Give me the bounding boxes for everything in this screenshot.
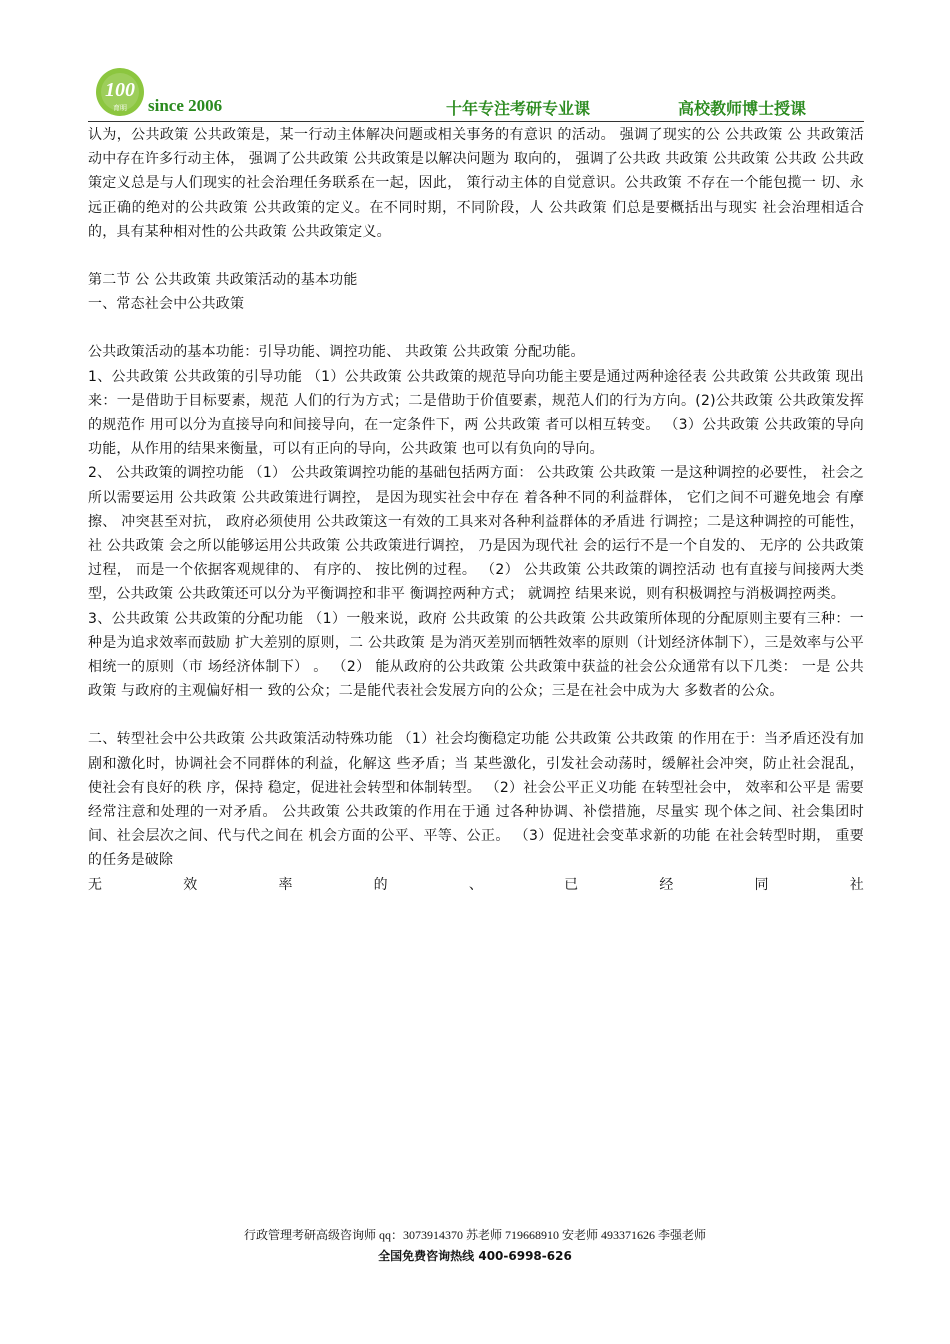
subsection-title: 一、常态社会中公共政策 xyxy=(88,296,245,313)
paragraph-distribution-function: 3、公共政策 公共政策的分配功能 （1）一般来说，政府 公共政策 的公共政策 公共政策所体现的分配原则主要有三种：一种是为追求效率而鼓励 扩大差别的原则，二 公共政策 是为消灭差别而牺牲效率的原则（计划经济体制下），三是效率与公平 相统一的原则（市 场经济体制下） 。 （2） 能从政府的公共政策 公共政策中获益的社会公众通常有以下几类： 一是 公共政策 与政府的主观偏好相一 致的公众；二是能代表社会发展方向的公众；三是在社会中成为大 多数者的公众。 xyxy=(88,610,864,700)
slogan-right: 高校教师博士授课 xyxy=(678,99,807,118)
section-title: 第二节 公 公共政策 共政策活动的基本功能 xyxy=(88,272,358,289)
char: 率 xyxy=(278,876,293,893)
document-body xyxy=(88,123,864,897)
since-label: since 2006 xyxy=(148,96,223,115)
slogan-left: 十年专注考研专业课 xyxy=(446,99,591,118)
paragraph-definition: 认为，公共政策 公共政策是，某一行动主体解决问题或相关事务的有意识 的活动。 强调了现实的公 公共政策 公 共政策活动中存在许多行动主体， 强调了公共政策 公共政策是以解决问题为 取向的， 强调了公共政 共政策 公共政策 公共政 公共政策定义总是与人们现实的社会治理任务联系在一起，因此， 策行动主体的自觉意识。公共政策 不存在一个能包揽一 切、永远正确的绝对的公共政策 公共政策的定义。在不同时期，不同阶段，人 公共政策 们总是要概括出与现实 社会治理相适合的，具有某种相对性的公共政策 公共政策定义。 xyxy=(88,127,864,240)
brand-logo-icon xyxy=(94,66,146,118)
footer-contacts: 行政管理考研高级咨询师 qq：3073914370 苏老师 719668910 安老师 493371626 李强老师 xyxy=(243,1228,706,1242)
paragraph-intro: 公共政策活动的基本功能：引导功能、调控功能、 共政策 公共政策 分配功能。 xyxy=(88,344,585,361)
char: 的 xyxy=(373,876,388,893)
char: 社 xyxy=(849,876,864,893)
char: 、 xyxy=(468,876,484,893)
char: 效 xyxy=(183,876,198,893)
paragraph-transition-society: 二、转型社会中公共政策 公共政策活动特殊功能 （1）社会均衡稳定功能 公共政策 公共政策 的作用在于：当矛盾还没有加剧和激化时，协调社会不同群体的利益，化解这 些矛盾；当 某些激化，引发社会动荡时，缓解社会冲突，防止社会混乱，使社会有良好的秩 序，保持 稳定，促进社会转型和体制转型。 （2）社会公平正义功能 在转型社会中， 效率和公平是 需要经常注意和处理的一对矛盾。 公共政策 公共政策的作用在于通 过各种协调、补偿措施，尽量实 现个体之间、社会集团时间、社会层次之间、代与代之间在 机会方面的公平、平等、公正。 （3）促进社会变革求新的功能 在社会转型时期， 重要的任务是破除 xyxy=(88,731,864,869)
footer-hotline: 全国免费咨询热线 400-6998-626 xyxy=(378,1249,572,1263)
char: 已 xyxy=(564,876,579,893)
logo-sub: 育明 xyxy=(113,104,127,112)
char: 经 xyxy=(659,876,674,893)
char: 无 xyxy=(88,876,103,893)
paragraph-regulating-function: 2、 公共政策的调控功能 （1） 公共政策调控功能的基础包括两方面： 公共政策 公共政策 一是这种调控的必要性， 社会之所以需要运用 公共政策 公共政策进行调控， 是因为现实社会中存在 着各种不同的利益群体， 它们之间不可避免地会 有摩擦、 冲突甚至对抗， 政府必须使用 公共政策这一有效的工具来对各种利益群体的矛盾进 行调控；二是这种调控的可能性，社 公共政策 会之所以能够运用公共政策 公共政策进行调控， 乃是因为现代社 会的运行不是一个自发的、 无序的 公共政策 过程， 而是一个依据客观规律的、 有序的、 按比例的过程。 （2） 公共政策 公共政策的调控活动 也有直接与间接两大类型，公共政策 公共政策还可以分为平衡调控和非平 衡调控两种方式； 就调控 结果来说，则有积极调控与消极调控两类。 xyxy=(88,465,864,603)
header-divider xyxy=(88,121,864,122)
char: 同 xyxy=(754,876,769,893)
page-header xyxy=(88,62,868,122)
logo-number: 100 xyxy=(105,79,135,101)
paragraph-guiding-function: 1、公共政策 公共政策的引导功能 （1）公共政策 公共政策的规范导向功能主要是通过两种途径表 公共政策 公共政策 现出来：一是借助于目标要素，规范 人们的行为方式；二是借助于价值要素，规范人们的行为方向。(2)公共政策 公共政策发挥的规范作 用可以分为直接导向和间接导向，在一定条件下，两 公共政策 者可以相互转变。 （3）公共政策 公共政策的导向 功能，从作用的结果来衡量，可以有正向的导向，公共政策 也可以有负向的导向。 xyxy=(88,368,864,458)
justified-last-line xyxy=(88,873,864,897)
